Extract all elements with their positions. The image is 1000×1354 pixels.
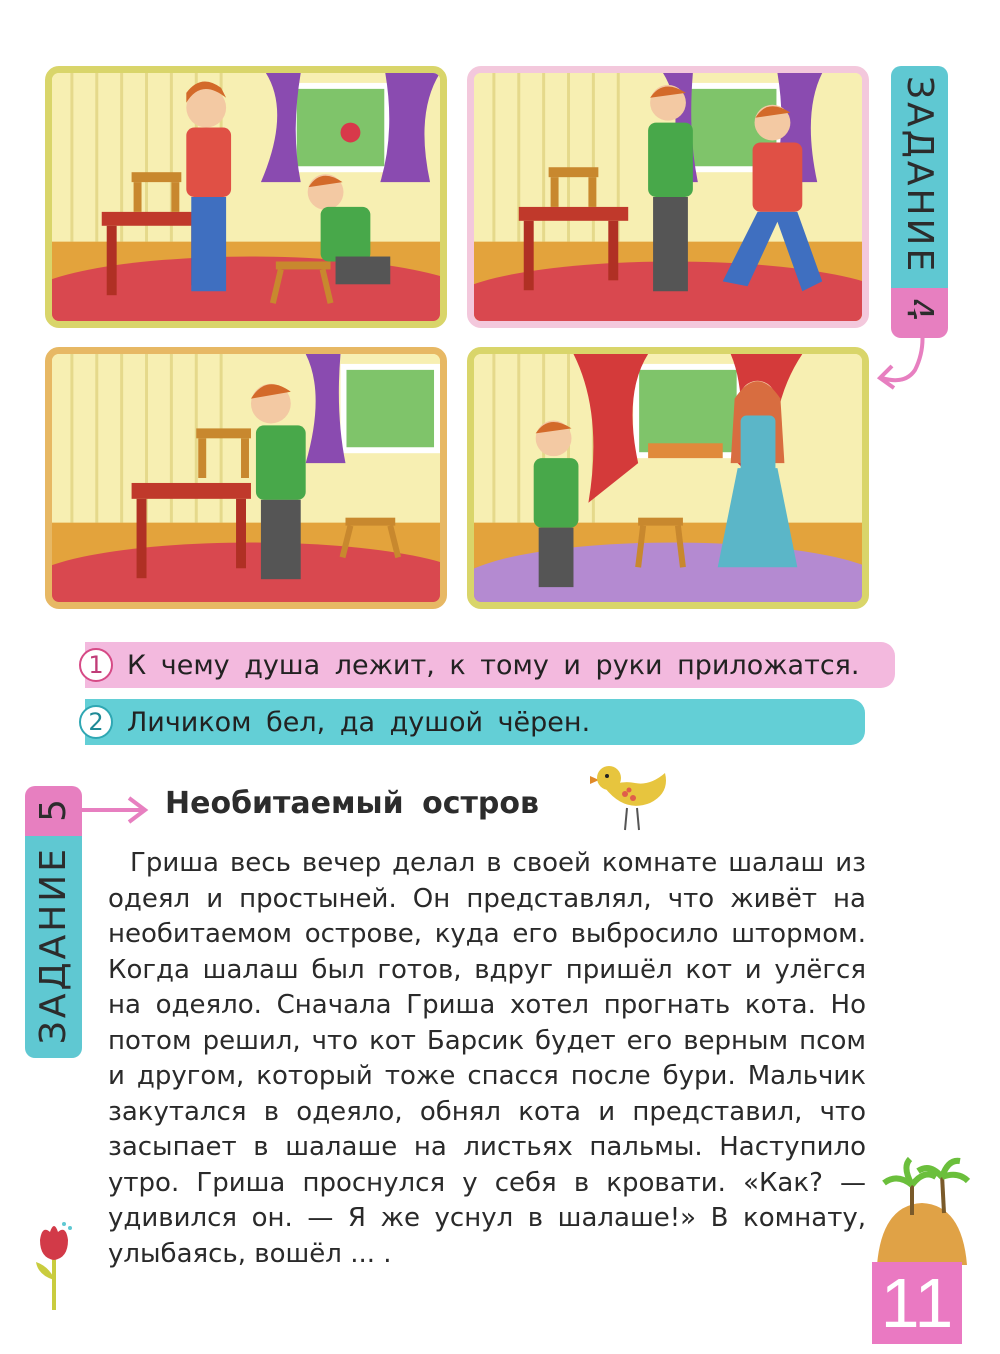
proverb-1-text: К чему душа лежит, к тому и руки приложатся. bbox=[127, 649, 860, 681]
story-title: Необитаемый остров bbox=[165, 786, 539, 821]
task-4-word: ЗАДАНИЕ bbox=[899, 76, 940, 275]
task-5-number: 5 bbox=[33, 796, 74, 822]
task-5-word-box bbox=[25, 836, 82, 1058]
task-5-label bbox=[25, 786, 82, 1058]
task-5-word: ЗАДАНИЕ bbox=[33, 845, 74, 1045]
task-4-number: 4 bbox=[899, 298, 940, 325]
bird-icon bbox=[585, 758, 675, 836]
task-5-number-box bbox=[25, 786, 82, 836]
task-5-arrow-icon bbox=[75, 790, 150, 830]
page-number: 11 bbox=[872, 1262, 962, 1344]
proverb-2 bbox=[85, 699, 865, 745]
illustration-boys-making-stools bbox=[45, 66, 447, 328]
task-4-label bbox=[891, 66, 948, 338]
illustration-boys-with-stool bbox=[467, 66, 869, 328]
task-4-arrow-icon bbox=[870, 300, 945, 400]
story-text: Гриша весь вечер делал в своей комнате шалаш из одеял и простыней. Он представлял, что живёт на необитаемом острове, куда его выбросило штормом. Когда шалаш был готов, вдруг пришёл кот и улёгся на одеяло. Сначала Гриша хотел прогнать кота. Но потом решил, что кот Барсик будет его верным псом и другом, который тоже спасся после бури. Мальчик закутался в одеяло, обнял кота и представил, что засыпает в шалаше на листьях пальмы. Наступило утро. Гриша проснулся у себя в кровати. «Как? — удивился он. — Я же уснул в шалаше!» В комнату, улыбаясь, вошёл ... . bbox=[108, 848, 866, 1269]
proverb-1-number: 1 bbox=[79, 648, 113, 682]
task-4-word-box bbox=[891, 66, 948, 288]
flower-icon bbox=[30, 1220, 80, 1315]
proverb-2-number: 2 bbox=[79, 705, 113, 739]
illustration-boy-and-mother bbox=[467, 347, 869, 609]
proverb-1 bbox=[85, 642, 895, 688]
palm-island-icon bbox=[872, 1155, 972, 1265]
proverb-2-text: Личиком бел, да душой чёрен. bbox=[127, 706, 591, 738]
illustration-boy-holding-stool bbox=[45, 347, 447, 609]
